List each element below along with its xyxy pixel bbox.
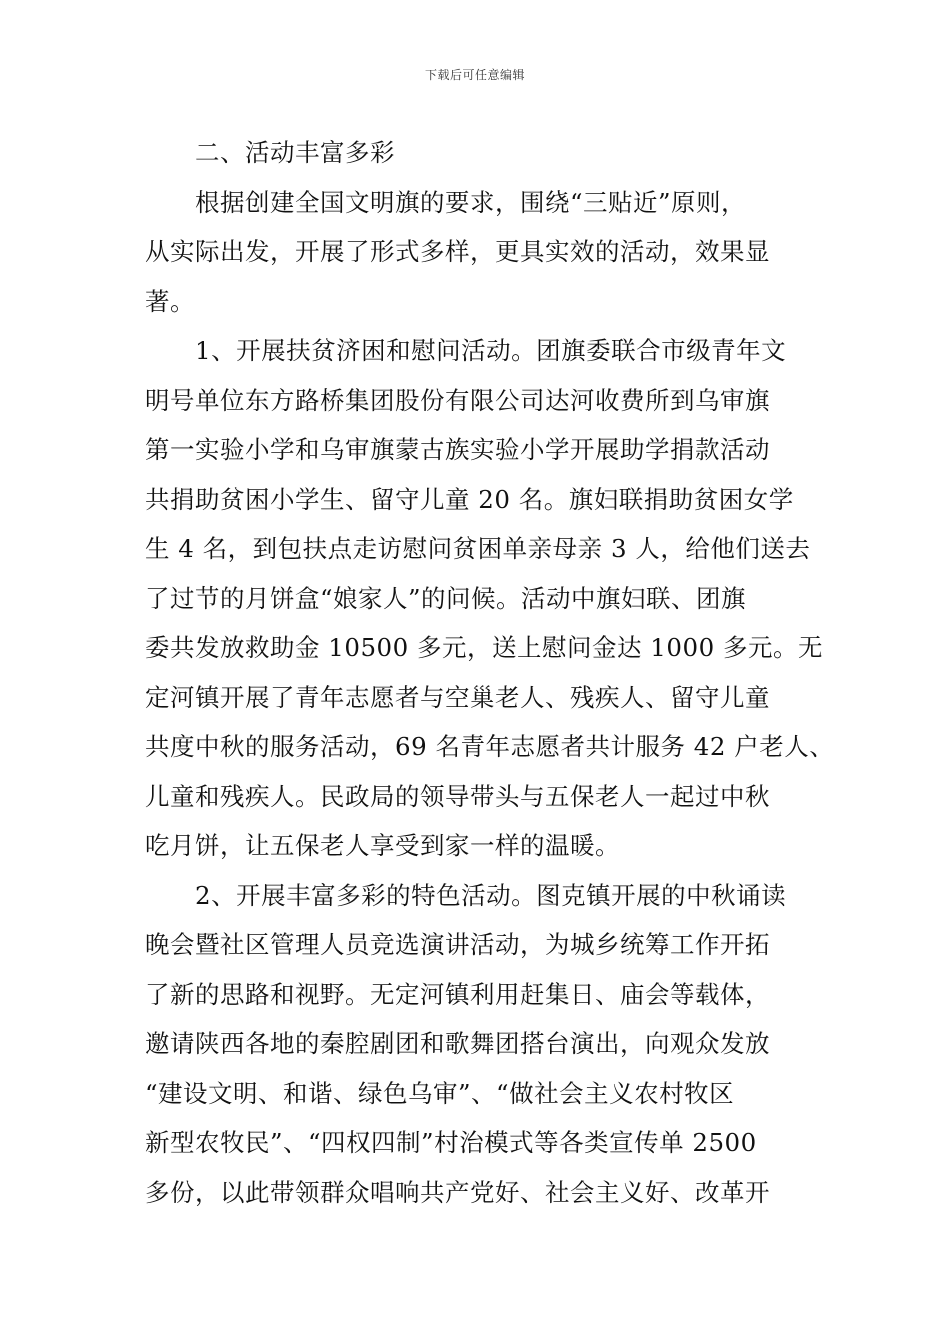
paragraph-line: 了过节的月饼盒“娘家人”的问候。活动中旗妇联、团旗 bbox=[145, 583, 747, 613]
paragraph-line: 著。 bbox=[145, 286, 195, 316]
paragraph-line: 明号单位东方路桥集团股份有限公司达河收费所到乌审旗 bbox=[145, 385, 770, 415]
paragraph-line: 多份，以此带领群众唱响共产党好、社会主义好、改革开 bbox=[145, 1177, 770, 1207]
paragraph-line: 第一实验小学和乌审旗蒙古族实验小学开展助学捐款活动 bbox=[145, 435, 770, 464]
page-header-note: 下载后可任意编辑 bbox=[424, 68, 525, 82]
paragraph-line: “建设文明、和谐、绿色乌审”、“做社会主义农村牧区 bbox=[145, 1078, 735, 1108]
paragraph-line: 根据创建全国文明旗的要求，围绕“三贴近”原则， bbox=[195, 187, 747, 217]
paragraph-line: 2、开展丰富多彩的特色活动。图克镇开展的中秋诵读 bbox=[195, 880, 787, 910]
document-body bbox=[145, 128, 835, 1217]
paragraph-line: 共捐助贫困小学生、留守儿童 20 名。旗妇联捐助贫困女学 bbox=[145, 484, 794, 514]
paragraph-line: 委共发放救助金 10500 多元，送上慰问金达 1000 多元。无 bbox=[145, 633, 823, 662]
paragraph-line: 从实际出发，开展了形式多样，更具实效的活动，效果显 bbox=[145, 237, 770, 266]
paragraph-line: 吃月饼，让五保老人享受到家一样的温暖。 bbox=[145, 831, 620, 860]
paragraph-line: 了新的思路和视野。无定河镇利用赶集日、庙会等载体， bbox=[145, 979, 770, 1009]
paragraph-line: 共度中秋的服务活动，69 名青年志愿者共计服务 42 户老人、 bbox=[145, 732, 835, 761]
paragraph-line: 儿童和残疾人。民政局的领导带头与五保老人一起过中秋 bbox=[145, 781, 770, 811]
paragraph-line: 邀请陕西各地的秦腔剧团和歌舞团搭台演出，向观众发放 bbox=[145, 1029, 770, 1058]
section-heading: 二、活动丰富多彩 bbox=[195, 138, 395, 167]
paragraph-line: 晚会暨社区管理人员竞选演讲活动，为城乡统筹工作开拓 bbox=[145, 930, 770, 959]
paragraph-line: 1、开展扶贫济困和慰问活动。团旗委联合市级青年文 bbox=[195, 336, 787, 365]
paragraph-line: 生 4 名，到包扶点走访慰问贫困单亲母亲 3 人，给他们送去 bbox=[145, 534, 811, 563]
paragraph-line: 定河镇开展了青年志愿者与空巢老人、残疾人、留守儿童 bbox=[145, 682, 770, 712]
paragraph-line: 新型农牧民”、“四权四制”村治模式等各类宣传单 2500 bbox=[145, 1128, 757, 1157]
